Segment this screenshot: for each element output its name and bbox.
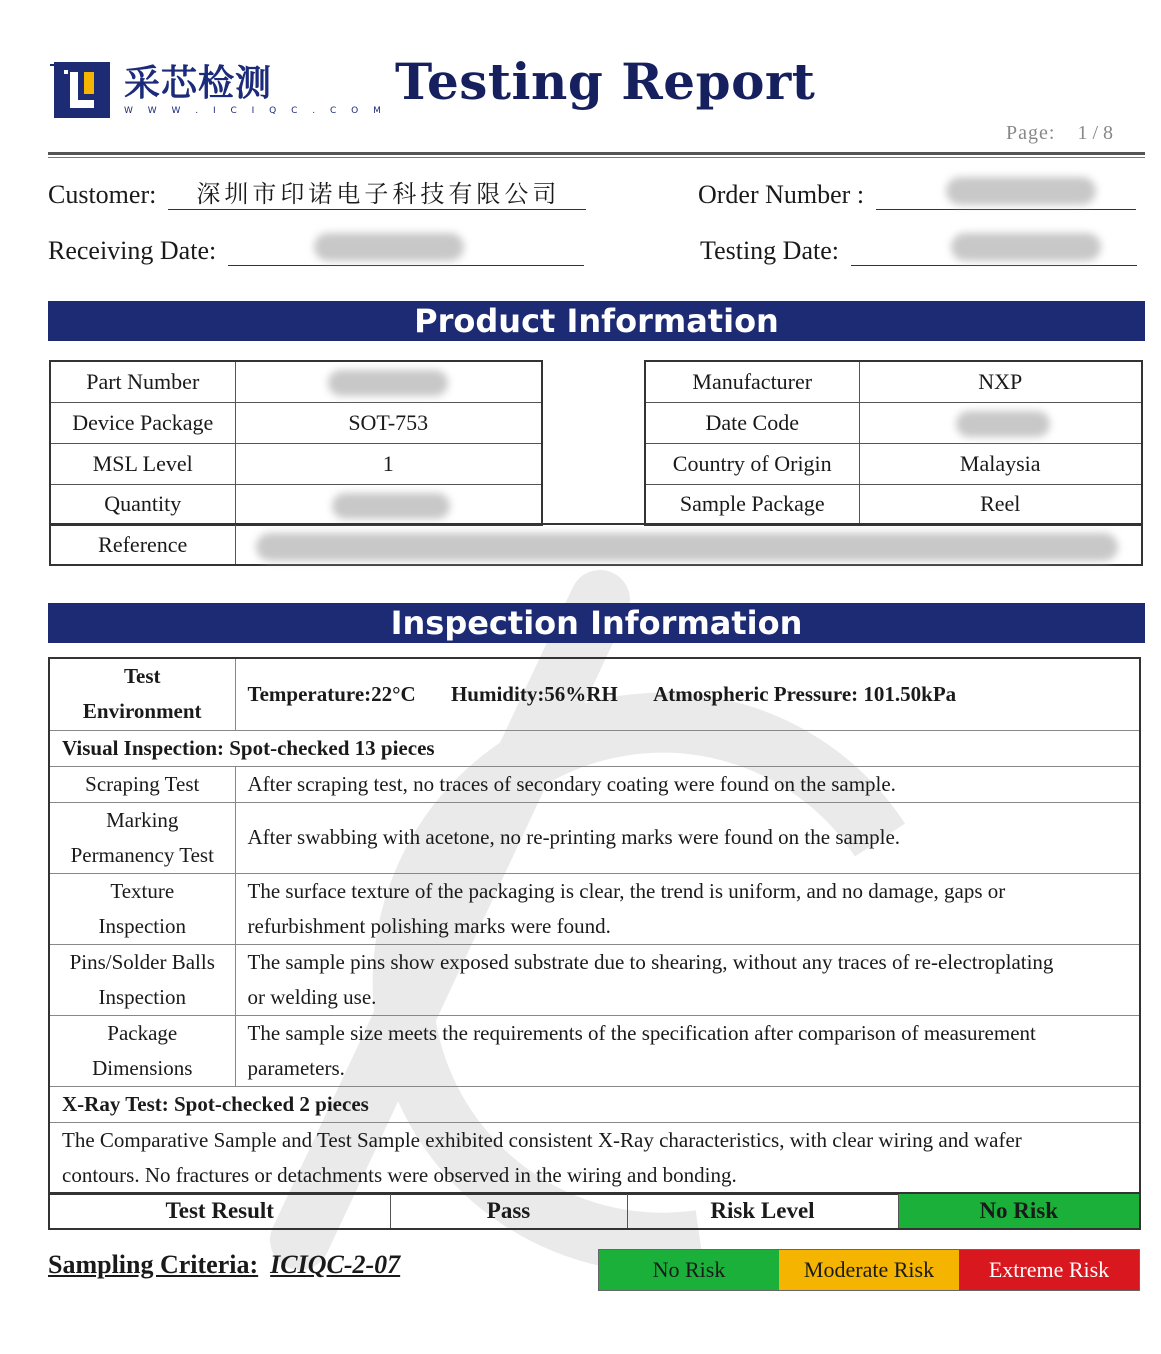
redacted-order-number bbox=[946, 177, 1096, 205]
sample-package-value: Reel bbox=[859, 484, 1142, 525]
package-result-line1: The sample size meets the requirements of the specification after comparison of measurement bbox=[247, 1020, 1036, 1045]
pins-label-line1: Pins/Solder Balls bbox=[69, 949, 215, 974]
humidity-value: Humidity:56%RH bbox=[450, 681, 618, 706]
page-label: Page: bbox=[1006, 122, 1056, 144]
part-number-label: Part Number bbox=[50, 361, 235, 402]
legend-moderate-risk: Moderate Risk bbox=[779, 1250, 959, 1290]
product-info-header: Product Information bbox=[48, 301, 1145, 341]
order-number-line bbox=[876, 180, 1136, 210]
xray-test-header: X-Ray Test: Spot-checked 2 pieces bbox=[49, 1086, 1140, 1122]
inspection-info-header: Inspection Information bbox=[48, 603, 1145, 643]
table-row bbox=[50, 402, 542, 443]
pressure-value: Atmospheric Pressure: 101.50kPa bbox=[653, 681, 957, 706]
order-number-field bbox=[698, 180, 1136, 210]
xray-test-result bbox=[49, 1122, 1140, 1194]
test-result-value: Pass bbox=[390, 1193, 627, 1229]
package-dimensions-label bbox=[49, 1015, 235, 1086]
msl-level-value: 1 bbox=[235, 443, 542, 484]
table-row bbox=[49, 766, 1140, 802]
part-number-value bbox=[235, 361, 542, 402]
table-row bbox=[49, 1086, 1140, 1122]
reference-value bbox=[235, 524, 1142, 565]
table-row bbox=[645, 443, 1142, 484]
scraping-test-result: After scraping test, no traces of secondary coating were found on the sample. bbox=[235, 766, 1140, 802]
risk-level-label: Risk Level bbox=[627, 1193, 898, 1229]
marking-permanency-label bbox=[49, 802, 235, 873]
manufacturer-label: Manufacturer bbox=[645, 361, 859, 402]
table-row bbox=[49, 1122, 1140, 1194]
package-dimensions-result bbox=[235, 1015, 1140, 1086]
table-row bbox=[49, 802, 1140, 873]
env-label-line2: Environment bbox=[82, 699, 202, 724]
date-code-value bbox=[859, 402, 1142, 443]
country-of-origin-value: Malaysia bbox=[859, 443, 1142, 484]
table-row bbox=[645, 402, 1142, 443]
device-package-label: Device Package bbox=[50, 402, 235, 443]
table-row bbox=[645, 361, 1142, 402]
pins-inspection-result bbox=[235, 944, 1140, 1015]
texture-result-line1: The surface texture of the packaging is clear, the trend is uniform, and no damage, gaps or bbox=[247, 878, 1006, 903]
page-value: 1 / 8 bbox=[1077, 122, 1113, 144]
customer-label: Customer: bbox=[48, 180, 157, 209]
env-label-line1: Test bbox=[123, 664, 161, 689]
package-label-line1: Package bbox=[107, 1020, 178, 1045]
reference-label: Reference bbox=[50, 524, 235, 565]
redacted-testing-date bbox=[951, 233, 1101, 261]
sample-package-label: Sample Package bbox=[645, 484, 859, 525]
table-row bbox=[645, 484, 1142, 525]
redacted-quantity bbox=[332, 493, 450, 519]
texture-inspection-result bbox=[235, 873, 1140, 944]
product-table-left bbox=[49, 360, 543, 526]
receiving-date-label: Receiving Date: bbox=[48, 236, 217, 265]
testing-date-label: Testing Date: bbox=[700, 236, 839, 265]
order-number-label: Order Number : bbox=[698, 180, 865, 209]
reference-table bbox=[49, 523, 1143, 566]
sampling-criteria-label: Sampling Criteria: bbox=[48, 1250, 259, 1279]
pins-result-line1: The sample pins show exposed substrate due to shearing, without any traces of re-electroplating bbox=[247, 949, 1054, 974]
legend-extreme-risk: Extreme Risk bbox=[959, 1250, 1139, 1290]
visual-inspection-header: Visual Inspection: Spot-checked 13 pieces bbox=[49, 730, 1140, 766]
product-table-right bbox=[644, 360, 1143, 526]
inspection-table bbox=[48, 657, 1141, 1195]
receiving-date-field bbox=[48, 236, 584, 266]
table-row bbox=[50, 443, 542, 484]
logo-chinese-text: 采芯检测 bbox=[124, 63, 273, 104]
texture-label-line1: Texture bbox=[110, 878, 175, 903]
risk-legend bbox=[598, 1249, 1140, 1291]
package-label-line2: Dimensions bbox=[92, 1055, 193, 1080]
table-row bbox=[50, 484, 542, 525]
customer-value: 深圳市印诺电子科技有限公司 bbox=[196, 180, 561, 208]
manufacturer-value: NXP bbox=[859, 361, 1142, 402]
redacted-part-number bbox=[328, 370, 448, 396]
marking-label-line2: Permanency Test bbox=[70, 842, 214, 867]
table-row bbox=[49, 658, 1140, 730]
quantity-value bbox=[235, 484, 542, 525]
pins-label-line2: Inspection bbox=[98, 984, 186, 1009]
page-indicator bbox=[1006, 122, 1113, 145]
device-package-value: SOT-753 bbox=[235, 402, 542, 443]
sampling-criteria-code: ICIQC-2-07 bbox=[270, 1250, 401, 1279]
test-environment-values bbox=[235, 658, 1140, 730]
customer-field bbox=[48, 180, 586, 210]
table-row bbox=[50, 524, 1142, 565]
customer-line bbox=[168, 180, 586, 210]
table-row bbox=[49, 1193, 1140, 1229]
quantity-label: Quantity bbox=[50, 484, 235, 525]
texture-inspection-label bbox=[49, 873, 235, 944]
header-divider bbox=[48, 152, 1145, 158]
testing-date-line bbox=[851, 236, 1137, 266]
redacted-receiving-date bbox=[314, 233, 464, 261]
receiving-date-line bbox=[228, 236, 584, 266]
texture-label-line2: Inspection bbox=[98, 913, 186, 938]
table-row bbox=[49, 730, 1140, 766]
report-title: Testing Report bbox=[395, 52, 816, 111]
logo-url-text: W W W . I C I Q C . C O M bbox=[124, 106, 387, 116]
test-environment-label bbox=[49, 658, 235, 730]
test-result-label: Test Result bbox=[49, 1193, 390, 1229]
table-row bbox=[49, 944, 1140, 1015]
table-row bbox=[50, 361, 542, 402]
country-of-origin-label: Country of Origin bbox=[645, 443, 859, 484]
table-row bbox=[49, 873, 1140, 944]
xray-result-line1: The Comparative Sample and Test Sample exhibited consistent X-Ray characteristics, with clear wiring and wafer bbox=[62, 1127, 1022, 1152]
table-row bbox=[49, 1015, 1140, 1086]
xray-result-line2: contours. No fractures or detachments were observed in the wiring and bonding. bbox=[62, 1162, 737, 1187]
temperature-value: Temperature:22°C bbox=[247, 681, 416, 706]
marking-label-line1: Marking bbox=[106, 807, 179, 832]
pins-inspection-label bbox=[49, 944, 235, 1015]
company-logo bbox=[50, 58, 387, 122]
marking-permanency-result: After swabbing with acetone, no re-printing marks were found on the sample. bbox=[235, 802, 1140, 873]
testing-date-field bbox=[700, 236, 1137, 266]
texture-result-line2: refurbishment polishing marks were found. bbox=[247, 913, 611, 938]
pins-result-line2: or welding use. bbox=[247, 984, 377, 1009]
package-result-line2: parameters. bbox=[247, 1055, 345, 1080]
sampling-criteria bbox=[48, 1250, 400, 1280]
redacted-date-code bbox=[956, 411, 1050, 437]
date-code-label: Date Code bbox=[645, 402, 859, 443]
redacted-reference bbox=[256, 533, 1118, 561]
legend-no-risk: No Risk bbox=[599, 1250, 779, 1290]
chip-logo-icon bbox=[50, 58, 114, 122]
scraping-test-label: Scraping Test bbox=[49, 766, 235, 802]
result-table bbox=[48, 1192, 1141, 1230]
msl-level-label: MSL Level bbox=[50, 443, 235, 484]
risk-level-value: No Risk bbox=[898, 1193, 1140, 1229]
